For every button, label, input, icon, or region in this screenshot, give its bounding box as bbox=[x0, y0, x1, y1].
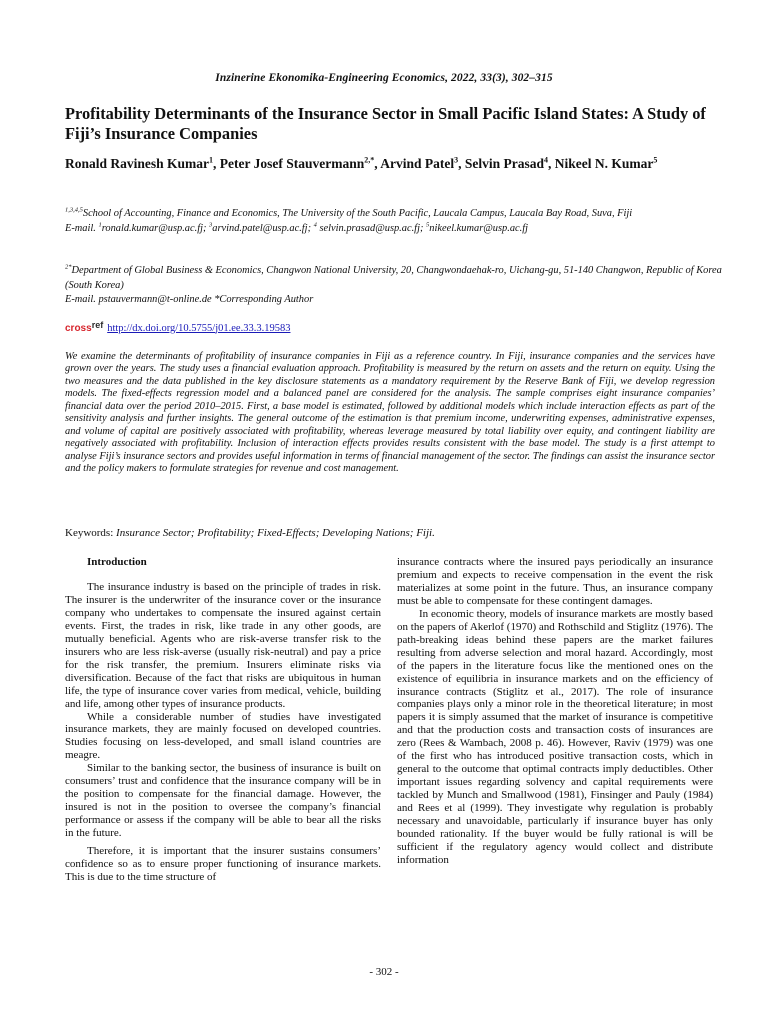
email-sep: ; bbox=[419, 222, 427, 234]
author-name: Peter Josef Stauvermann bbox=[219, 156, 365, 171]
crossref-logo[interactable] bbox=[65, 319, 104, 334]
keywords-value: Insurance Sector; Profitability; Fixed-Effects; Developing Nations; Fiji. bbox=[116, 527, 435, 539]
email-address[interactable]: nikeel.kumar@usp.ac.fj bbox=[429, 222, 529, 234]
crossref-logo-text: cross bbox=[65, 322, 92, 334]
author-sup: 2,* bbox=[364, 155, 375, 165]
crossref-logo-ref: ref bbox=[91, 319, 104, 330]
email-sup: 3 bbox=[209, 221, 213, 229]
email-address[interactable]: ronald.kumar@usp.ac.fj bbox=[101, 222, 203, 234]
affiliation-text: Department of Global Business & Economics, Changwon National University, 20, Changwondaehak-ro, Uichang-gu, 51-140 Changwon, Republic of Korea (South Korea) bbox=[65, 265, 722, 291]
author-sup: 1 bbox=[209, 155, 214, 165]
author-sup: 5 bbox=[653, 155, 658, 165]
author-sep: , bbox=[548, 156, 555, 171]
body-paragraph: In economic theory, models of insurance markets are mostly based on the papers of Akerlof (1970) and Rothschild and Stiglitz (1976). The path-breaking ideas behind these papers are the market failures resulting from adverse selection and moral hazard. Accordingly, most of the papers in the literature focus like the mentioned ones on the existence of equilibria in insurance markets and on the efficiency of insurance contracts (Stiglitz et al., 2017). The role of insurance companies plays only a minor role in the theoretical literature; in most papers it is simply assumed that the market of insurance is competitive and that the production costs and transaction costs of insurances are zero (Rees & Wambach, 2008 p. 46). However, Raviv (1979) was one of the first who has introduced positive transaction costs, which in general to the outcome that optimal contracts imply deductibles. Other important issues regarding solvency and capital requirements were tackled by Munch and Smallwood (1981), Finsinger and Pauly (1984) and Rees et al (1999). They investigate why regulation is probably necessary and unavoidable, particularly if insurance buyer has only bounded rationality. If the buyer would be fully rational is will be sufficient if the regulatory agency would collect and distribute information bbox=[397, 607, 713, 866]
email-sup: 4 bbox=[313, 221, 317, 229]
doi-line bbox=[65, 320, 290, 336]
body-paragraph: Similar to the banking sector, the business of insurance is built on consumers’ trust and confidence that the insurance company will be in the position to compensate for the financial damage. However, the insured is not in the position to oversee the company’s financial performance or assess if the company will be able to bear all the risks in the future. bbox=[65, 762, 381, 840]
right-column bbox=[397, 556, 713, 867]
corresponding-email-line[interactable]: E-mail. pstauvermann@t-online.de *Corresponding Author bbox=[65, 294, 314, 305]
email-sep: ; bbox=[307, 222, 314, 234]
section-heading-introduction: Introduction bbox=[87, 556, 147, 568]
author-sup: 3 bbox=[454, 155, 459, 165]
author-sup: 4 bbox=[544, 155, 549, 165]
page-number: - 302 - bbox=[369, 966, 399, 978]
author-sep: , bbox=[374, 156, 381, 171]
affiliation-usp bbox=[65, 207, 725, 236]
affiliation-sup: 2* bbox=[65, 263, 72, 271]
body-paragraph: insurance contracts where the insured pays periodically an insurance premium and expects to receive compensation in the event the risk materializes at some point in the future. Thus, an insurance company must be able to compensate for these contingent damages. bbox=[397, 556, 713, 607]
email-address[interactable]: arvind.patel@usp.ac.fj bbox=[212, 222, 308, 234]
email-address[interactable]: selvin.prasad@usp.ac.fj bbox=[316, 222, 420, 234]
author-sep: , bbox=[213, 156, 220, 171]
keywords bbox=[65, 526, 715, 540]
email-sup: 1 bbox=[98, 221, 102, 229]
author-name: Arvind Patel bbox=[380, 156, 455, 171]
email-sep: ; bbox=[202, 222, 210, 234]
body-paragraph: While a considerable number of studies have investigated insurance markets, they are mainly focused on developed countries. Studies focusing on less-developed, and small island countries are meagre. bbox=[65, 710, 381, 762]
author-name: Nikeel N. Kumar bbox=[554, 156, 654, 171]
email-label: E-mail. bbox=[65, 222, 99, 234]
body-paragraph: Therefore, it is important that the insurer sustains consumers’ confidence so as to ensure proper functioning of insurance markets. This is due to the time structure of bbox=[65, 845, 381, 883]
author-name: Selvin Prasad bbox=[464, 156, 545, 171]
left-column bbox=[65, 556, 381, 884]
abstract: We examine the determinants of profitability of insurance companies in Fiji as a reference country. In Fiji, insurance companies and the services have grown over the years. The study uses a financial evaluation approach. Profitability is measured by the return on assets and the return on equity. Using the two measures and the data published in the key disclosure statements as a mandatory requirement by the Reserve Bank of Fiji, we develop regression models. The fixed-effects regression model and a balanced panel are considered for the analysis. The sample comprises eight insurance companies’ financial data over the period 2010–2015. First, a base model is estimated, followed by additional models which include interaction effects as part of the sensitivity analysis and further insights. The general outcome of the estimation is that premium income, underwriting expenses, administrative expenses, and volume of capital are positively associated with profitability, whereas leverage measured by total liability over equity, and contingent liability are negatively associated with profitability. Inclusion of interaction effects provides results consistent with the base model. The study is a first attempt to analyse Fiji’s insurance sectors and provides useful information in terms of financial management of the sector. The findings can assist the insurance sector and the policy makers to formulate strategies for revenue and cost management. bbox=[65, 351, 715, 475]
email-sup: 5 bbox=[426, 221, 430, 229]
affiliation-text: School of Accounting, Finance and Economics, The University of the South Pacific, Laucala Campus, Laucala Bay Road, Suva, Fiji bbox=[82, 208, 633, 219]
body-paragraph: The insurance industry is based on the principle of trades in risk. The insurer is the underwriter of the insurance cover or the insurance company who undertakes to compensate the insured against certain events. First, the trades in risk, like trade in any other goods, are mutually beneficial. Agents who are risk-averse transfer risk to the insurers who are less risk-averse (usually risk-neutral) and pay a price for the risk transfer, the premium. Insurers eliminate risks via diversification. Because of the fact that risks are ubiquitous in human life, the type of insurance cover varies from medical, vehicle, building and life, among other types of insurance products. bbox=[65, 581, 381, 710]
affiliation-changwon bbox=[65, 264, 725, 308]
affiliation-sup: 1,3,4,5 bbox=[65, 206, 83, 214]
doi-link[interactable]: http://dx.doi.org/10.5755/j01.ee.33.3.19583 bbox=[107, 322, 291, 334]
journal-citation: Inzinerine Ekonomika-Engineering Economics, 2022, 33(3), 302–315 bbox=[215, 72, 553, 84]
author-name: Ronald Ravinesh Kumar bbox=[65, 156, 210, 171]
keywords-label: Keywords: bbox=[65, 527, 117, 539]
author-sep: , bbox=[458, 156, 465, 171]
author-list bbox=[65, 156, 715, 172]
paper-title: Profitability Determinants of the Insurance Sector in Small Pacific Island States: A Study of Fiji’s Insurance Companies bbox=[65, 104, 706, 143]
